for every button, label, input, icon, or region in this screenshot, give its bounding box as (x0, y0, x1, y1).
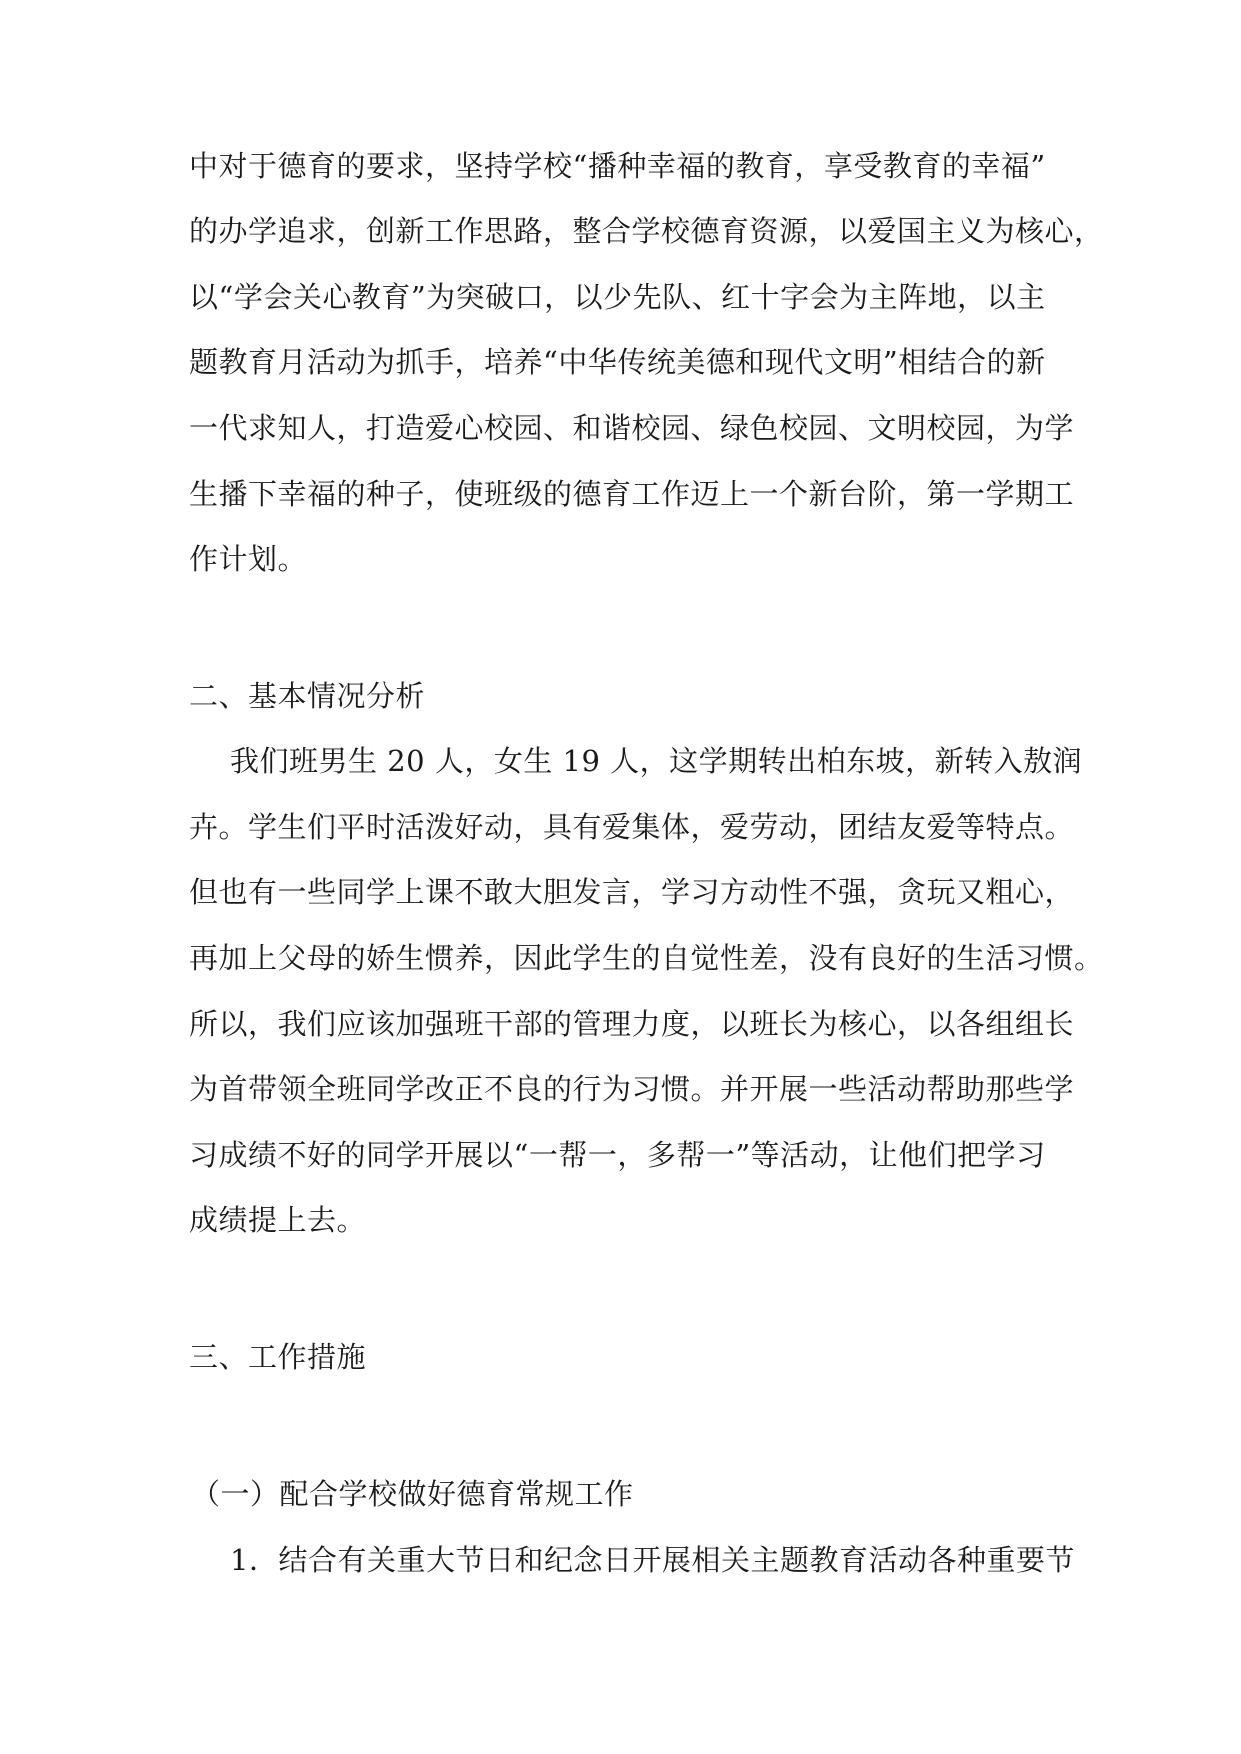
paragraph-line: 作计划。 (189, 542, 308, 576)
paragraph-line: 所以，我们应该加强班干部的管理力度，以班长为核心，以各组组长 (189, 1007, 1075, 1041)
paragraph-line: 但也有一些同学上课不敢大胆发言，学习方动性不强，贪玩又粗心， (189, 875, 1075, 909)
paragraph-line: 以“学会关心教育”为突破口，以少先队、红十字会为主阵地，以主 (189, 280, 1046, 314)
paragraph-line: 一代求知人，打造爱心校园、和谐校园、绿色校园、文明校园，为学 (189, 411, 1075, 445)
paragraph-line: 的办学追求，创新工作思路，整合学校德育资源，以爱国主义为核心， (189, 214, 1104, 248)
section-heading: 二、基本情况分析 (189, 679, 426, 713)
paragraph-line: 习成绩不好的同学开展以“一帮一，多帮一”等活动，让他们把学习 (189, 1138, 1046, 1172)
paragraph-line: 为首带领全班同学改正不良的行为习惯。并开展一些活动帮助那些学 (189, 1072, 1075, 1106)
paragraph-line: 成绩提上去。 (189, 1203, 367, 1237)
paragraph-line: 我们班男生 20 人，女生 19 人，这学期转出柏东坡，新转入敖润 (230, 744, 1083, 778)
list-item: 1．结合有关重大节日和纪念日开展相关主题教育活动各种重要节 (230, 1543, 1075, 1577)
paragraph-line: 卉。学生们平时活泼好动，具有爱集体，爱劳动，团结友爱等特点。 (189, 810, 1075, 844)
paragraph-line: 再加上父母的娇生惯养，因此学生的自觉性差，没有良好的生活习惯。 (189, 941, 1104, 975)
subsection-heading: （一）配合学校做好德育常规工作 (191, 1477, 634, 1511)
paragraph-line: 题教育月活动为抓手，培养“中华传统美德和现代文明”相结合的新 (189, 345, 1046, 379)
paragraph-line: 生播下幸福的种子，使班级的德育工作迈上一个新台阶，第一学期工 (189, 477, 1075, 511)
paragraph-line: 中对于德育的要求，坚持学校“播种幸福的教育，享受教育的幸福” (189, 149, 1046, 183)
section-heading: 三、工作措施 (189, 1340, 367, 1374)
